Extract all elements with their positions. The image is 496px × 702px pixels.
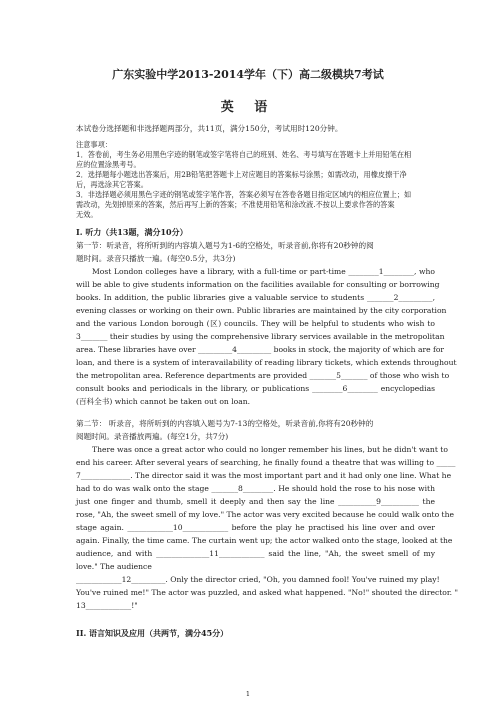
notes-line: 2．选择题每小题选出答案后，用2B铅笔把答题卡上对应题目的答案标号涂黑；如需改动，用橡皮擦干净 [76, 170, 407, 179]
notes-line: 需改动，先划掉原来的答案，然后再写上新的答案；不准使用铅笔和涂改液.不按以上要求作答的答案 [76, 200, 395, 209]
passage2-line: love." The audience [76, 562, 152, 571]
notes-line: 无效。 [76, 210, 98, 219]
passage2-line: rose, "Ah, the sweet smell of my love." The actor was very excited because he could walk onto the [76, 510, 454, 519]
passage2-line: end his career. After several years of searching, he finally found a theatre that was willing to _____ [76, 458, 456, 467]
notes-line: 后，再选涂其它答案。 [76, 180, 148, 189]
part1-instruction: 第一节：听录音，将所听到的内容填入题号为1-6的空格处，听录音前,你将有20秒钟的阅 [76, 241, 374, 250]
passage1-line: Most London colleges have a library, with a full-time or part-time ________1________, who [92, 267, 435, 276]
passage1-line: the metropolitan area. Reference departments are provided _______5_______ of those who wish to [76, 371, 450, 380]
section1-heading: I. 听力（共13题，满分10分） [76, 227, 188, 237]
notes-line: 3．非选择题必须用黑色字迹的钢笔或签字笔作答，答案必须写在答卷各题目指定区域内的相应位置上；如 [76, 190, 412, 199]
page-number: 1 [245, 690, 251, 698]
passage2-line: just one finger and thumb, smell it deeply and then say the line __________9__________ the [76, 497, 435, 506]
passage2-line: had to do was walk onto the stage _______8________. He should hold the rose to his nose with [76, 484, 435, 493]
passage1-line: and the various London borough (区) councils. They will be helpful to students who wish to [76, 319, 435, 328]
exam-title: 广东实验中学2013-2014学年（下）高二级模块7考试 [112, 68, 384, 81]
passage2-line: audience, and with ______________11____________ said the line, "Ah, the sweet smell of my [76, 549, 435, 558]
passage1-line: area. These libraries have over _________4_________ books in stock, the majority of which are for [76, 345, 445, 354]
notes-line: 1．答卷前，考生务必用黑色字迹的钢笔或签字笔将自己的班别、姓名、考号填写在答题卡上并用铅笔在相 [76, 150, 412, 159]
part1-instruction: 题时间。录音只播放一遍。(每空0.5分，共3分) [76, 254, 236, 263]
part2-instruction: 阅题时间。录音播放两遍。(每空1分，共7分) [76, 432, 229, 441]
intro-text: 本试卷分选择题和非选择题两部分，共11页，满分150分，考试用时120分钟。 [76, 124, 343, 133]
passage1-line: evening classes or working on their own. Public libraries are maintained by the city corporation [76, 306, 447, 315]
passage1-line: consult books and periodicals in the library, or publications ________6________ encyclopedias [76, 384, 435, 393]
passage2-line: 13____________!" [76, 601, 138, 610]
passage2-line: stage again. ____________10____________ before the play he practised his line over and over [76, 523, 435, 532]
passage1-line: 3_______ their studies by using the comprehensive library services available in the metropolitan [76, 332, 445, 341]
passage2-line: 7_____________. The director said it was the most important part and it had only one line. What he [76, 471, 452, 480]
passage1-line: (百科全书) which cannot be taken out on loan. [76, 397, 251, 406]
section2-heading: II. 语言知识及应用（共两节，满分45分） [76, 628, 229, 638]
notes-heading: 注意事项： [76, 140, 112, 149]
passage2-line: again. Finally, the time came. The curtain went up; the actor walked onto the stage, looked at the [76, 536, 453, 545]
passage2-line: You've ruined me!" The actor was puzzled, and asked what happened. "No!" shouted the director. " [76, 588, 458, 597]
passage2-line: ____________12_________. Only the director cried, "Oh, you damned fool! You've ruined my play! [76, 575, 440, 584]
passage1-line: will be able to give students information on the facilities available for consulting or borrowing [76, 280, 440, 289]
part2-instruction: 第二节： 听录音，将所听到的内容填入题号为7-13的空格处，听录音前,你将有20秒钟的 [76, 419, 374, 428]
passage2-line: There was once a great actor who could no longer remember his lines, but he didn't want to [92, 445, 448, 454]
passage1-line: books. In addition, the public libraries give a valuable service to students _______2_________, [76, 293, 435, 302]
notes-line: 应的位置涂黑考号。 [76, 160, 141, 169]
passage1-line: loan, and there is a system of interavailability of reading library tickets, which extends throughout [76, 358, 457, 367]
subject-title: 英 语 [220, 100, 276, 115]
